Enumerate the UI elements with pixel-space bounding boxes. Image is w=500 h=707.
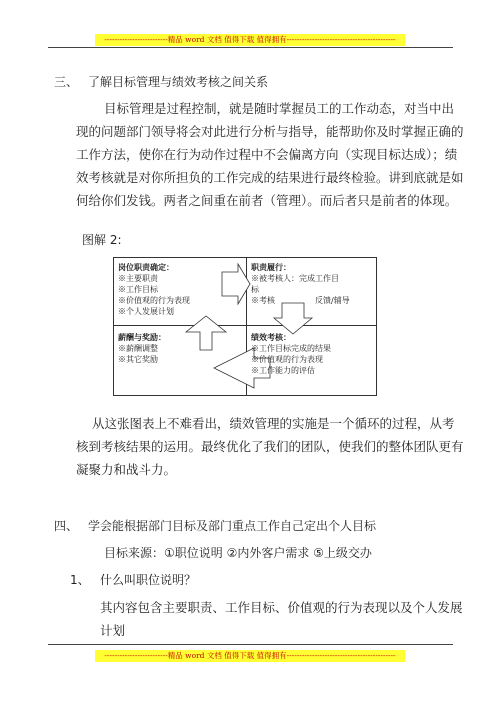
header-banner: -------------------------精品 word 文档 值得下载 值得拥有------------------------------------------- xyxy=(95,34,405,46)
diagram-explanation-paragraph xyxy=(76,412,464,481)
arrow-up xyxy=(186,316,226,350)
quadrant-title: 岗位职责确定： xyxy=(118,262,174,272)
footer-banner: -------------------------精品 word 文档 值得下载 值得拥有------------------------------------------- xyxy=(95,650,405,662)
quadrant-item: ※其它奖励 xyxy=(118,355,158,364)
quadrant-item-row xyxy=(251,295,350,306)
paragraph-line: 工作方法，使你在行为动作过程中不会偏离方向（实现目标达成）；绩 xyxy=(76,147,458,162)
quadrant-item: ※被考核人：完成工作目 xyxy=(251,274,339,283)
quadrant-title: 职责履行： xyxy=(251,262,291,272)
paragraph-line: 核到考核结果的运用。最终优化了我们的团队，使我们的整体团队更有 xyxy=(76,439,464,454)
quadrant-item: ※薪酬调整 xyxy=(118,344,158,353)
quadrant-performance-review xyxy=(251,332,331,376)
quadrant-item: 反馈/辅导 xyxy=(315,296,350,305)
item-1-body xyxy=(100,596,463,642)
paragraph-line: 从这张图表上不难看出，绩效管理的实施是一个循环的过程，从考 xyxy=(92,416,455,431)
paragraph-line: 其内容包含主要职责、工作目标、价值观的行为表现以及个人发展 xyxy=(100,600,463,615)
quadrant-job-duties xyxy=(118,262,190,317)
quadrant-duty-performance xyxy=(251,262,350,306)
quadrant-item: ※个人发展计划 xyxy=(118,307,174,316)
quadrant-item: ※工作目标完成的结果 xyxy=(251,344,331,353)
section-3-paragraph xyxy=(76,97,464,212)
quadrant-pay-rewards xyxy=(118,332,166,365)
section-3-number: 三、 xyxy=(54,75,79,89)
cycle-diagram xyxy=(113,257,377,396)
quadrant-title: 薪酬与奖励： xyxy=(118,332,166,342)
footer-rule xyxy=(48,644,453,645)
arrow-down xyxy=(274,303,312,334)
item-1-title: 什么叫职位说明？ xyxy=(100,573,197,587)
paragraph-line: 效考核就是对你所担负的工作完成的结果进行最终检验。讲到底就是如 xyxy=(76,170,464,185)
section-4-number: 四、 xyxy=(54,519,79,533)
section-4-title: 学会能根据部门目标及部门重点工作自己定出个人目标 xyxy=(88,519,377,533)
arrow-right xyxy=(222,264,250,304)
item-1-number: 1、 xyxy=(70,573,90,587)
quadrant-item: ※考核 xyxy=(251,296,275,305)
paragraph-line: 目标管理是过程控制，就是随时掌握员工的工作动态，对当中出 xyxy=(104,101,455,116)
quadrant-item: 标 xyxy=(251,285,259,294)
quadrant-item: ※工作目标 xyxy=(118,285,158,294)
goal-sources: 目标来源：①职位说明 ②内外客户需求 ⑤上级交办 xyxy=(104,546,372,560)
header-rule xyxy=(48,47,453,48)
diagram-label: 图解 2: xyxy=(82,233,122,247)
paragraph-line: 何给你们发钱。两者之间重在前者（管理）。而后者只是前者的体现。 xyxy=(76,193,458,208)
paragraph-line: 凝聚力和战斗力。 xyxy=(76,462,177,477)
quadrant-title: 绩效考核： xyxy=(251,332,291,342)
quadrant-item: ※主要职责 xyxy=(118,274,158,283)
quadrant-item: ※工作能力的评估 xyxy=(251,366,315,375)
section-3-title: 了解目标管理与绩效考核之间关系 xyxy=(88,75,269,89)
quadrant-item: ※价值观的行为表现 xyxy=(251,355,323,364)
paragraph-line: 现的问题部门领导将会对此进行分析与指导，能帮助你及时掌握正确的 xyxy=(76,124,464,139)
quadrant-item: ※价值观的行为表现 xyxy=(118,296,190,305)
paragraph-line: 计划 xyxy=(100,623,126,638)
